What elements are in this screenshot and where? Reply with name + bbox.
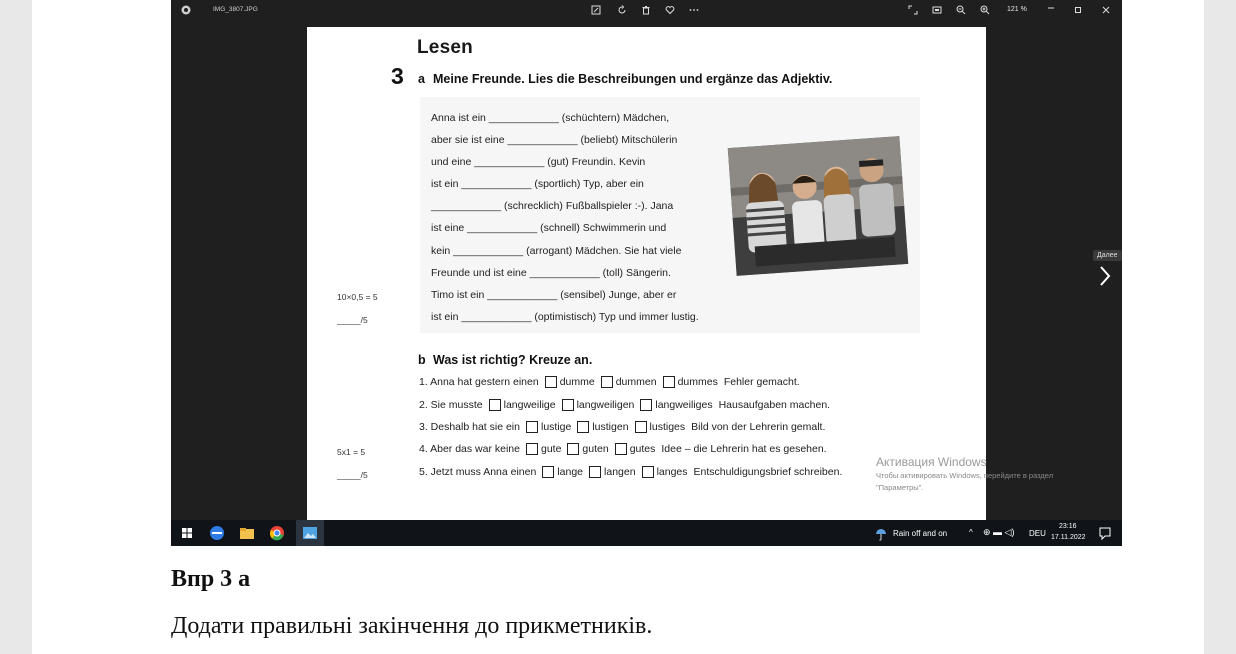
- text-line: ist ein ____________ (optimistisch) Typ und immer lustig.: [431, 311, 699, 323]
- b-item-prefix: 5. Jetzt muss Anna einen: [419, 466, 537, 478]
- option-checkbox[interactable]: [567, 443, 579, 455]
- text-line: Anna ist ein ____________ (schüchtern) Mädchen,: [431, 112, 670, 124]
- worksheet-heading: Lesen: [417, 37, 473, 58]
- option-label: gutes: [629, 443, 656, 455]
- option-label: guten: [582, 443, 609, 455]
- watermark-title: Активация Windows: [876, 455, 987, 469]
- zoom-out-icon[interactable]: [956, 5, 966, 15]
- favorite-icon[interactable]: [665, 5, 675, 15]
- option-label: lange: [557, 466, 584, 478]
- option-label: dummes: [677, 376, 718, 388]
- part-a-letter: a: [418, 72, 425, 86]
- browser-icon[interactable]: [209, 525, 225, 541]
- option-checkbox[interactable]: [642, 466, 654, 478]
- text-line: ____________ (schrecklich) Fußballspieler :-). Jana: [431, 200, 674, 212]
- worksheet-photo: [307, 27, 986, 520]
- score-a-blank: _____/5: [337, 315, 368, 325]
- text-line: Freunde und ist eine ____________ (toll) Sängerin.: [431, 267, 671, 279]
- text-line: ist ein ____________ (sportlich) Typ, aber ein: [431, 178, 644, 190]
- zoom-in-icon[interactable]: [980, 5, 990, 15]
- part-b-title: Was ist richtig? Kreuze an.: [433, 353, 593, 367]
- part-a-title: Meine Freunde. Lies die Beschreibungen und ergänze das Adjektiv.: [433, 72, 833, 86]
- tray-icons[interactable]: ⊕ ▬ ◁): [983, 527, 1015, 537]
- option-checkbox[interactable]: [663, 376, 675, 388]
- b-item-suffix: Bild von der Lehrerin gemalt.: [691, 421, 826, 433]
- app-icon: [181, 5, 191, 15]
- weather-text[interactable]: Rain off and on: [893, 529, 948, 538]
- option-label: langes: [656, 466, 688, 478]
- option-checkbox[interactable]: [526, 443, 538, 455]
- next-image-button[interactable]: [1091, 250, 1121, 290]
- option-label: langen: [604, 466, 636, 478]
- language-indicator[interactable]: DEU: [1029, 529, 1046, 538]
- b-item-1: [419, 376, 800, 388]
- option-checkbox[interactable]: [489, 399, 501, 411]
- option-checkbox[interactable]: [526, 421, 538, 433]
- rotate-icon[interactable]: [617, 5, 627, 15]
- windows-taskbar: [171, 520, 1122, 546]
- caption-body: Додати правильні закінчення до прикметників.: [171, 613, 653, 639]
- option-checkbox[interactable]: [562, 399, 574, 411]
- weather-icon[interactable]: [873, 525, 889, 541]
- minimize-icon[interactable]: [1046, 5, 1056, 15]
- b-item-suffix: Idee – die Lehrerin hat es gesehen.: [661, 443, 827, 455]
- clock-date[interactable]: 17.11.2022: [1051, 534, 1086, 541]
- close-icon[interactable]: [1101, 5, 1111, 15]
- text-line: ist eine ____________ (schnell) Schwimmerin und: [431, 222, 667, 234]
- delete-icon[interactable]: [641, 5, 651, 15]
- fit-icon[interactable]: [932, 5, 942, 15]
- b-item-prefix: 4. Aber das war keine: [419, 443, 520, 455]
- score-b-formula: 5x1 = 5: [337, 447, 366, 457]
- option-label: gute: [540, 443, 562, 455]
- option-checkbox[interactable]: [640, 399, 652, 411]
- option-checkbox[interactable]: [577, 421, 589, 433]
- option-label: lustige: [540, 421, 572, 433]
- score-b-blank: _____/5: [337, 470, 368, 480]
- text-line: aber sie ist eine ____________ (beliebt) Mitschülerin: [431, 134, 678, 146]
- windows-activation-watermark: [876, 455, 1053, 493]
- exercise-number: 3: [391, 63, 404, 89]
- option-checkbox[interactable]: [601, 376, 613, 388]
- b-item-5: [419, 466, 842, 478]
- option-checkbox[interactable]: [545, 376, 557, 388]
- b-item-prefix: 2. Sie musste: [419, 399, 483, 411]
- b-item-suffix: Entschuldigungsbrief schreiben.: [693, 466, 843, 478]
- edit-icon[interactable]: [591, 5, 601, 15]
- option-label: langweiliges: [655, 399, 713, 411]
- restore-icon[interactable]: [1073, 5, 1083, 15]
- option-label: langweilige: [503, 399, 556, 411]
- fullscreen-icon[interactable]: [908, 5, 918, 15]
- b-item-suffix: Hausaufgaben machen.: [718, 399, 831, 411]
- b-item-2: [419, 399, 830, 411]
- option-checkbox[interactable]: [635, 421, 647, 433]
- b-item-prefix: 1. Anna hat gestern einen: [419, 376, 539, 388]
- chevron-right-icon: [1091, 250, 1121, 290]
- file-name: IMG_3807.JPG: [213, 6, 258, 13]
- text-line: kein ____________ (arrogant) Mädchen. Sie hat viele: [431, 245, 682, 257]
- tray-chevron-up-icon[interactable]: ^: [969, 528, 973, 537]
- zoom-level: 121 %: [1007, 6, 1027, 13]
- option-label: dumme: [559, 376, 595, 388]
- notification-icon[interactable]: [1097, 525, 1113, 541]
- option-checkbox[interactable]: [589, 466, 601, 478]
- score-a-formula: 10×0,5 = 5: [337, 292, 378, 302]
- text-line: und eine ____________ (gut) Freundin. Kevin: [431, 156, 646, 168]
- b-item-suffix: Fehler gemacht.: [723, 376, 800, 388]
- photo-viewer-screenshot: [171, 0, 1122, 546]
- option-label: langweiligen: [576, 399, 635, 411]
- chrome-icon[interactable]: [269, 525, 285, 541]
- option-checkbox[interactable]: [615, 443, 627, 455]
- option-label: lustiges: [649, 421, 686, 433]
- caption-title: Впр 3 а: [171, 566, 251, 592]
- viewer-toolbar: [171, 0, 1122, 22]
- windows-start-icon[interactable]: [179, 525, 195, 541]
- photos-icon[interactable]: [302, 525, 318, 541]
- friends-photo: [728, 136, 909, 276]
- b-item-prefix: 3. Deshalb hat sie ein: [419, 421, 520, 433]
- b-item-4: [419, 443, 827, 455]
- text-line: Timo ist ein ____________ (sensibel) Junge, aber er: [431, 289, 677, 301]
- option-label: dummen: [615, 376, 657, 388]
- part-b-letter: b: [418, 353, 426, 367]
- folder-icon[interactable]: [239, 525, 255, 541]
- next-tooltip: Далее: [1093, 250, 1122, 261]
- watermark-line-1: Чтобы активировать Windows, перейдите в раздел: [876, 471, 1054, 480]
- option-label: lustigen: [592, 421, 629, 433]
- clock-time[interactable]: 23:16: [1059, 523, 1077, 530]
- b-item-3: [419, 421, 825, 433]
- option-checkbox[interactable]: [542, 466, 554, 478]
- more-icon[interactable]: [689, 5, 699, 15]
- watermark-line-2: "Параметры".: [876, 483, 924, 492]
